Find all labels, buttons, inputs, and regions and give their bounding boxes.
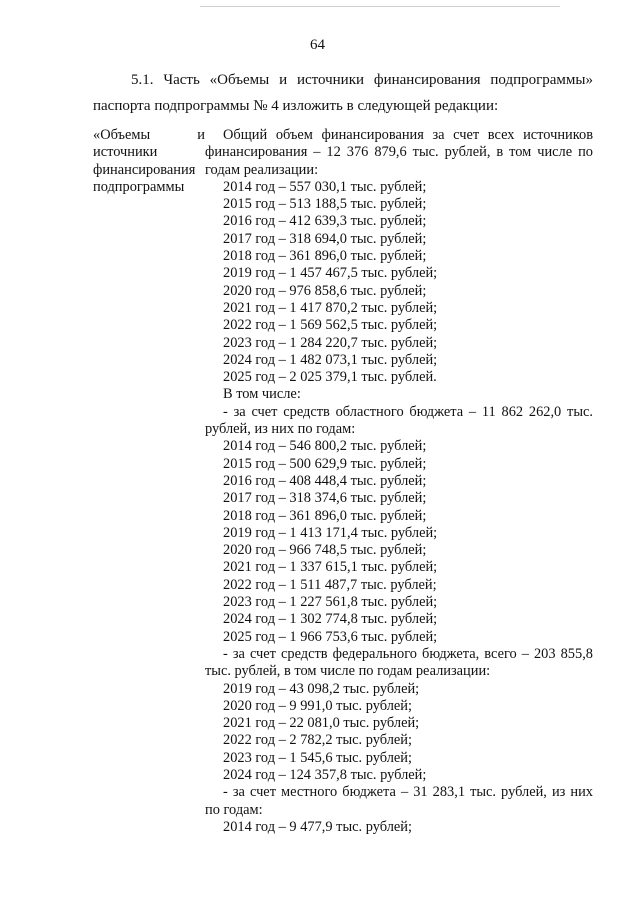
year-line: 2020 год – 976 858,6 тыс. рублей; (223, 282, 427, 299)
section-content (205, 127, 593, 836)
local-budget-paragraph: - за счет местного бюджета – 31 283,1 тыс. рублей, из них по годам: (205, 784, 593, 818)
regional-budget-paragraph: - за счет средств областного бюджета – 11 862 262,0 тыс. рублей, из них по годам: (205, 403, 593, 438)
year-line: 2023 год – 1 284 220,7 тыс. рублей; (223, 334, 438, 351)
page-number: 64 (310, 37, 325, 53)
federal-budget-paragraph: - за счет средств федерального бюджета, всего – 203 855,8 тыс. рублей, в том числе по годам реализации: (205, 645, 593, 680)
year-line: 2023 год – 1 545,6 тыс. рублей; (223, 749, 412, 766)
year-line: 2018 год – 361 896,0 тыс. рублей; (223, 248, 427, 265)
total-financing-paragraph: Общий объем финансирования за счет всех источников финансирования – 12 376 879,6 тыс. рублей, в том числе по годам реализации: (205, 127, 593, 178)
year-line: 2014 год – 546 800,2 тыс. рублей; (223, 438, 427, 455)
section-label-word: «Объемы (93, 127, 151, 143)
year-line: 2022 год – 1 511 487,7 тыс. рублей; (223, 576, 437, 593)
year-line: 2015 год – 500 629,9 тыс. рублей; (223, 455, 427, 472)
including-label: В том числе: (223, 386, 301, 403)
year-line: 2020 год – 966 748,5 тыс. рублей; (223, 542, 427, 559)
year-line: 2019 год – 43 098,2 тыс. рублей; (223, 680, 420, 697)
regional-years-list (205, 438, 593, 646)
year-line: 2023 год – 1 227 561,8 тыс. рублей; (223, 594, 438, 611)
year-line: 2025 год – 2 025 379,1 тыс. рублей. (223, 369, 437, 386)
year-line: 2024 год – 1 482 073,1 тыс. рублей; (223, 351, 438, 368)
scan-top-edge (200, 6, 560, 7)
year-line: 2021 год – 22 081,0 тыс. рублей; (223, 715, 420, 732)
section-label (93, 127, 205, 196)
year-line: 2022 год – 1 569 562,5 тыс. рублей; (223, 317, 438, 334)
year-line: 2024 год – 1 302 774,8 тыс. рублей; (223, 611, 438, 628)
year-line: 2021 год – 1 337 615,1 тыс. рублей; (223, 559, 438, 576)
year-line: 2017 год – 318 694,0 тыс. рублей; (223, 230, 427, 247)
year-line: 2024 год – 124 357,8 тыс. рублей; (223, 766, 427, 783)
section-label-line-3: финансирования (93, 161, 196, 178)
total-years-list (205, 179, 593, 387)
year-line: 2017 год – 318 374,6 тыс. рублей; (223, 490, 427, 507)
year-line: 2016 год – 412 639,3 тыс. рублей; (223, 213, 427, 230)
year-line: 2025 год – 1 966 753,6 тыс. рублей; (223, 628, 438, 645)
year-line: 2014 год – 9 477,9 тыс. рублей; (223, 818, 412, 835)
year-line: 2014 год – 557 030,1 тыс. рублей; (223, 178, 427, 195)
year-line: 2019 год – 1 457 467,5 тыс. рублей; (223, 265, 438, 282)
year-line: 2015 год – 513 188,5 тыс. рублей; (223, 196, 427, 213)
year-line: 2022 год – 2 782,2 тыс. рублей; (223, 732, 412, 749)
federal-years-list (205, 681, 593, 785)
year-line: 2019 год – 1 413 171,4 тыс. рублей; (223, 524, 438, 541)
section-label-conjunction: и (197, 127, 205, 143)
year-line: 2020 год – 9 991,0 тыс. рублей; (223, 697, 412, 714)
section-label-line-4: подпрограммы (93, 178, 185, 195)
intro-line-1: 5.1. Часть «Объемы и источники финансирования подпрограммы» (131, 72, 593, 88)
intro-line-2: паспорта подпрограммы № 4 изложить в следующей редакции: (93, 98, 499, 114)
year-line: 2018 год – 361 896,0 тыс. рублей; (223, 507, 427, 524)
section-label-row-1 (93, 127, 205, 144)
local-years-list (205, 819, 593, 836)
year-line: 2016 год – 408 448,4 тыс. рублей; (223, 472, 427, 489)
year-line: 2021 год – 1 417 870,2 тыс. рублей; (223, 299, 438, 316)
section-label-line-2: источники (93, 144, 158, 161)
